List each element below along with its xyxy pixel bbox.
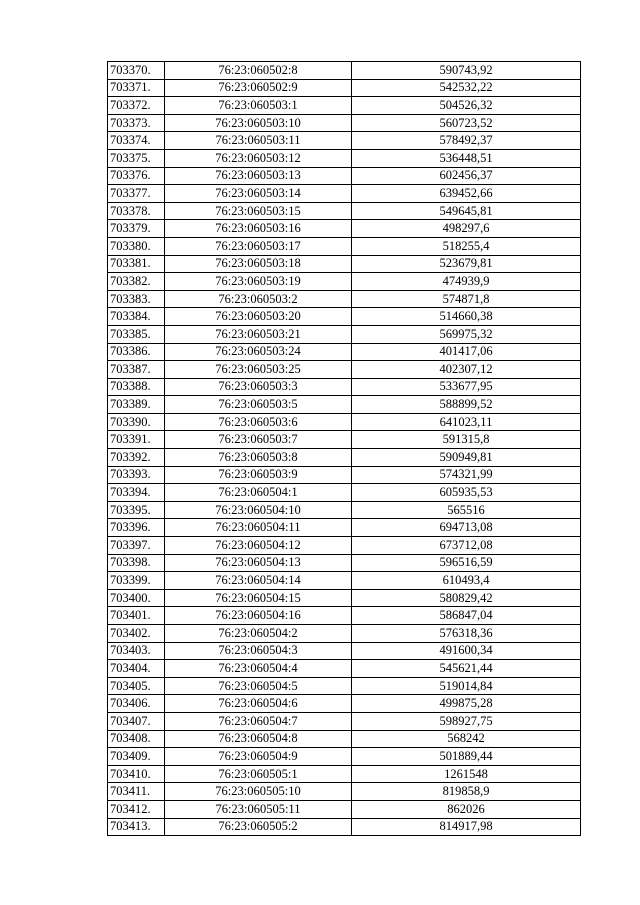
cadastral-number-cell: 76:23:060503:10	[165, 114, 352, 132]
cadastral-value-cell: 519014,84	[352, 677, 581, 695]
row-number-cell: 703402.	[108, 625, 165, 643]
table-row	[108, 413, 581, 431]
row-number-cell: 703397.	[108, 537, 165, 555]
cadastral-value-cell: 639452,66	[352, 185, 581, 203]
row-number-cell: 703395.	[108, 501, 165, 519]
row-number-cell: 703411.	[108, 783, 165, 801]
cadastral-value-cell: 588899,52	[352, 396, 581, 414]
row-number-cell: 703387.	[108, 361, 165, 379]
table-row	[108, 149, 581, 167]
table-row	[108, 572, 581, 590]
cadastral-number-cell: 76:23:060504:6	[165, 695, 352, 713]
cadastral-number-cell: 76:23:060503:3	[165, 378, 352, 396]
cadastral-number-cell: 76:23:060505:11	[165, 800, 352, 818]
table-row	[108, 202, 581, 220]
cadastral-number-cell: 76:23:060503:8	[165, 449, 352, 467]
cadastral-number-cell: 76:23:060503:9	[165, 466, 352, 484]
cadastral-value-cell: 590743,92	[352, 62, 581, 80]
row-number-cell: 703398.	[108, 554, 165, 572]
table-row	[108, 114, 581, 132]
cadastral-value-cell: 578492,37	[352, 132, 581, 150]
cadastral-number-cell: 76:23:060503:13	[165, 167, 352, 185]
cadastral-value-cell: 568242	[352, 730, 581, 748]
table-row	[108, 554, 581, 572]
row-number-cell: 703376.	[108, 167, 165, 185]
table-row	[108, 396, 581, 414]
table-row	[108, 607, 581, 625]
cadastral-value-cell: 474939,9	[352, 273, 581, 291]
table-row	[108, 765, 581, 783]
row-number-cell: 703412.	[108, 800, 165, 818]
row-number-cell: 703386.	[108, 343, 165, 361]
row-number-cell: 703400.	[108, 589, 165, 607]
table-body	[108, 62, 581, 836]
row-number-cell: 703403.	[108, 642, 165, 660]
cadastral-number-cell: 76:23:060504:8	[165, 730, 352, 748]
row-number-cell: 703406.	[108, 695, 165, 713]
table-row	[108, 220, 581, 238]
row-number-cell: 703396.	[108, 519, 165, 537]
cadastral-value-cell: 569975,32	[352, 325, 581, 343]
row-number-cell: 703379.	[108, 220, 165, 238]
cadastral-number-cell: 76:23:060504:13	[165, 554, 352, 572]
cadastral-value-cell: 514660,38	[352, 308, 581, 326]
table-row	[108, 167, 581, 185]
cadastral-number-cell: 76:23:060502:8	[165, 62, 352, 80]
cadastral-value-cell: 673712,08	[352, 537, 581, 555]
cadastral-number-cell: 76:23:060504:11	[165, 519, 352, 537]
cadastral-value-cell: 542532,22	[352, 79, 581, 97]
row-number-cell: 703374.	[108, 132, 165, 150]
row-number-cell: 703401.	[108, 607, 165, 625]
table-row	[108, 308, 581, 326]
cadastral-number-cell: 76:23:060505:2	[165, 818, 352, 836]
cadastral-value-cell: 501889,44	[352, 748, 581, 766]
cadastral-value-cell: 402307,12	[352, 361, 581, 379]
cadastral-number-cell: 76:23:060502:9	[165, 79, 352, 97]
cadastral-number-cell: 76:23:060504:1	[165, 484, 352, 502]
row-number-cell: 703375.	[108, 149, 165, 167]
row-number-cell: 703381.	[108, 255, 165, 273]
table-row	[108, 537, 581, 555]
cadastral-number-cell: 76:23:060503:20	[165, 308, 352, 326]
row-number-cell: 703370.	[108, 62, 165, 80]
table-row	[108, 361, 581, 379]
row-number-cell: 703413.	[108, 818, 165, 836]
cadastral-value-cell: 560723,52	[352, 114, 581, 132]
row-number-cell: 703410.	[108, 765, 165, 783]
cadastral-value-cell: 576318,36	[352, 625, 581, 643]
row-number-cell: 703378.	[108, 202, 165, 220]
table-row	[108, 273, 581, 291]
cadastral-value-cell: 518255,4	[352, 237, 581, 255]
cadastral-number-cell: 76:23:060504:16	[165, 607, 352, 625]
cadastral-number-cell: 76:23:060504:12	[165, 537, 352, 555]
cadastral-number-cell: 76:23:060503:15	[165, 202, 352, 220]
table-row	[108, 818, 581, 836]
cadastral-value-cell: 549645,81	[352, 202, 581, 220]
table-row	[108, 519, 581, 537]
table-row	[108, 378, 581, 396]
cadastral-number-cell: 76:23:060504:5	[165, 677, 352, 695]
cadastral-number-cell: 76:23:060504:9	[165, 748, 352, 766]
cadastral-number-cell: 76:23:060503:19	[165, 273, 352, 291]
table-row	[108, 290, 581, 308]
row-number-cell: 703394.	[108, 484, 165, 502]
row-number-cell: 703409.	[108, 748, 165, 766]
cadastral-number-cell: 76:23:060503:25	[165, 361, 352, 379]
cadastral-number-cell: 76:23:060503:24	[165, 343, 352, 361]
cadastral-value-cell: 586847,04	[352, 607, 581, 625]
row-number-cell: 703389.	[108, 396, 165, 414]
cadastral-number-cell: 76:23:060503:21	[165, 325, 352, 343]
cadastral-value-cell: 533677,95	[352, 378, 581, 396]
table-row	[108, 800, 581, 818]
cadastral-value-cell: 498297,6	[352, 220, 581, 238]
row-number-cell: 703385.	[108, 325, 165, 343]
cadastral-number-cell: 76:23:060504:15	[165, 589, 352, 607]
row-number-cell: 703404.	[108, 660, 165, 678]
row-number-cell: 703371.	[108, 79, 165, 97]
row-number-cell: 703392.	[108, 449, 165, 467]
row-number-cell: 703405.	[108, 677, 165, 695]
cadastral-number-cell: 76:23:060504:4	[165, 660, 352, 678]
cadastral-value-cell: 536448,51	[352, 149, 581, 167]
cadastral-value-cell: 602456,37	[352, 167, 581, 185]
row-number-cell: 703408.	[108, 730, 165, 748]
cadastral-number-cell: 76:23:060504:2	[165, 625, 352, 643]
table-row	[108, 79, 581, 97]
table-row	[108, 449, 581, 467]
cadastral-value-cell: 610493,4	[352, 572, 581, 590]
table-row	[108, 501, 581, 519]
table-row	[108, 660, 581, 678]
cadastral-number-cell: 76:23:060504:7	[165, 712, 352, 730]
cadastral-value-cell: 565516	[352, 501, 581, 519]
table-row	[108, 466, 581, 484]
cadastral-number-cell: 76:23:060504:14	[165, 572, 352, 590]
table-row	[108, 343, 581, 361]
cadastral-value-cell: 491600,34	[352, 642, 581, 660]
table-row	[108, 642, 581, 660]
row-number-cell: 703372.	[108, 97, 165, 115]
row-number-cell: 703388.	[108, 378, 165, 396]
row-number-cell: 703399.	[108, 572, 165, 590]
cadastral-value-cell: 814917,98	[352, 818, 581, 836]
cadastral-value-cell: 504526,32	[352, 97, 581, 115]
row-number-cell: 703384.	[108, 308, 165, 326]
row-number-cell: 703373.	[108, 114, 165, 132]
table-row	[108, 730, 581, 748]
cadastral-number-cell: 76:23:060505:1	[165, 765, 352, 783]
table-row	[108, 625, 581, 643]
table-row	[108, 325, 581, 343]
cadastral-value-cell: 590949,81	[352, 449, 581, 467]
cadastral-number-cell: 76:23:060503:11	[165, 132, 352, 150]
row-number-cell: 703380.	[108, 237, 165, 255]
cadastral-value-cell: 694713,08	[352, 519, 581, 537]
row-number-cell: 703407.	[108, 712, 165, 730]
cadastral-number-cell: 76:23:060505:10	[165, 783, 352, 801]
cadastral-value-cell: 545621,44	[352, 660, 581, 678]
table-row	[108, 712, 581, 730]
cadastral-number-cell: 76:23:060503:7	[165, 431, 352, 449]
cadastral-number-cell: 76:23:060503:6	[165, 413, 352, 431]
row-number-cell: 703393.	[108, 466, 165, 484]
cadastral-value-cell: 641023,11	[352, 413, 581, 431]
cadastral-value-cell: 605935,53	[352, 484, 581, 502]
cadastral-value-cell: 596516,59	[352, 554, 581, 572]
cadastral-number-cell: 76:23:060503:17	[165, 237, 352, 255]
cadastral-value-cell: 523679,81	[352, 255, 581, 273]
cadastral-value-cell: 819858,9	[352, 783, 581, 801]
cadastral-number-cell: 76:23:060503:18	[165, 255, 352, 273]
row-number-cell: 703382.	[108, 273, 165, 291]
cadastral-value-cell: 598927,75	[352, 712, 581, 730]
table-row	[108, 62, 581, 80]
cadastral-value-cell: 862026	[352, 800, 581, 818]
cadastral-value-cell: 580829,42	[352, 589, 581, 607]
table-row	[108, 132, 581, 150]
cadastral-number-cell: 76:23:060503:2	[165, 290, 352, 308]
cadastral-value-cell: 401417,06	[352, 343, 581, 361]
cadastral-number-cell: 76:23:060503:12	[165, 149, 352, 167]
table-row	[108, 589, 581, 607]
table-row	[108, 255, 581, 273]
row-number-cell: 703390.	[108, 413, 165, 431]
table-row	[108, 677, 581, 695]
cadastral-value-cell: 1261548	[352, 765, 581, 783]
cadastral-number-cell: 76:23:060504:10	[165, 501, 352, 519]
cadastral-value-cell: 574321,99	[352, 466, 581, 484]
cadastral-value-cell: 591315,8	[352, 431, 581, 449]
cadastral-number-cell: 76:23:060503:1	[165, 97, 352, 115]
table-row	[108, 748, 581, 766]
cadastral-value-cell: 499875,28	[352, 695, 581, 713]
table-row	[108, 783, 581, 801]
table-row	[108, 431, 581, 449]
cadastral-number-cell: 76:23:060504:3	[165, 642, 352, 660]
cadastral-number-cell: 76:23:060503:14	[165, 185, 352, 203]
table-row	[108, 484, 581, 502]
cadastral-number-cell: 76:23:060503:16	[165, 220, 352, 238]
table-row	[108, 97, 581, 115]
table-row	[108, 695, 581, 713]
cadastral-number-cell: 76:23:060503:5	[165, 396, 352, 414]
table-row	[108, 185, 581, 203]
row-number-cell: 703391.	[108, 431, 165, 449]
table-row	[108, 237, 581, 255]
cadastral-value-cell: 574871,8	[352, 290, 581, 308]
cadastral-value-table	[107, 61, 581, 836]
row-number-cell: 703377.	[108, 185, 165, 203]
row-number-cell: 703383.	[108, 290, 165, 308]
